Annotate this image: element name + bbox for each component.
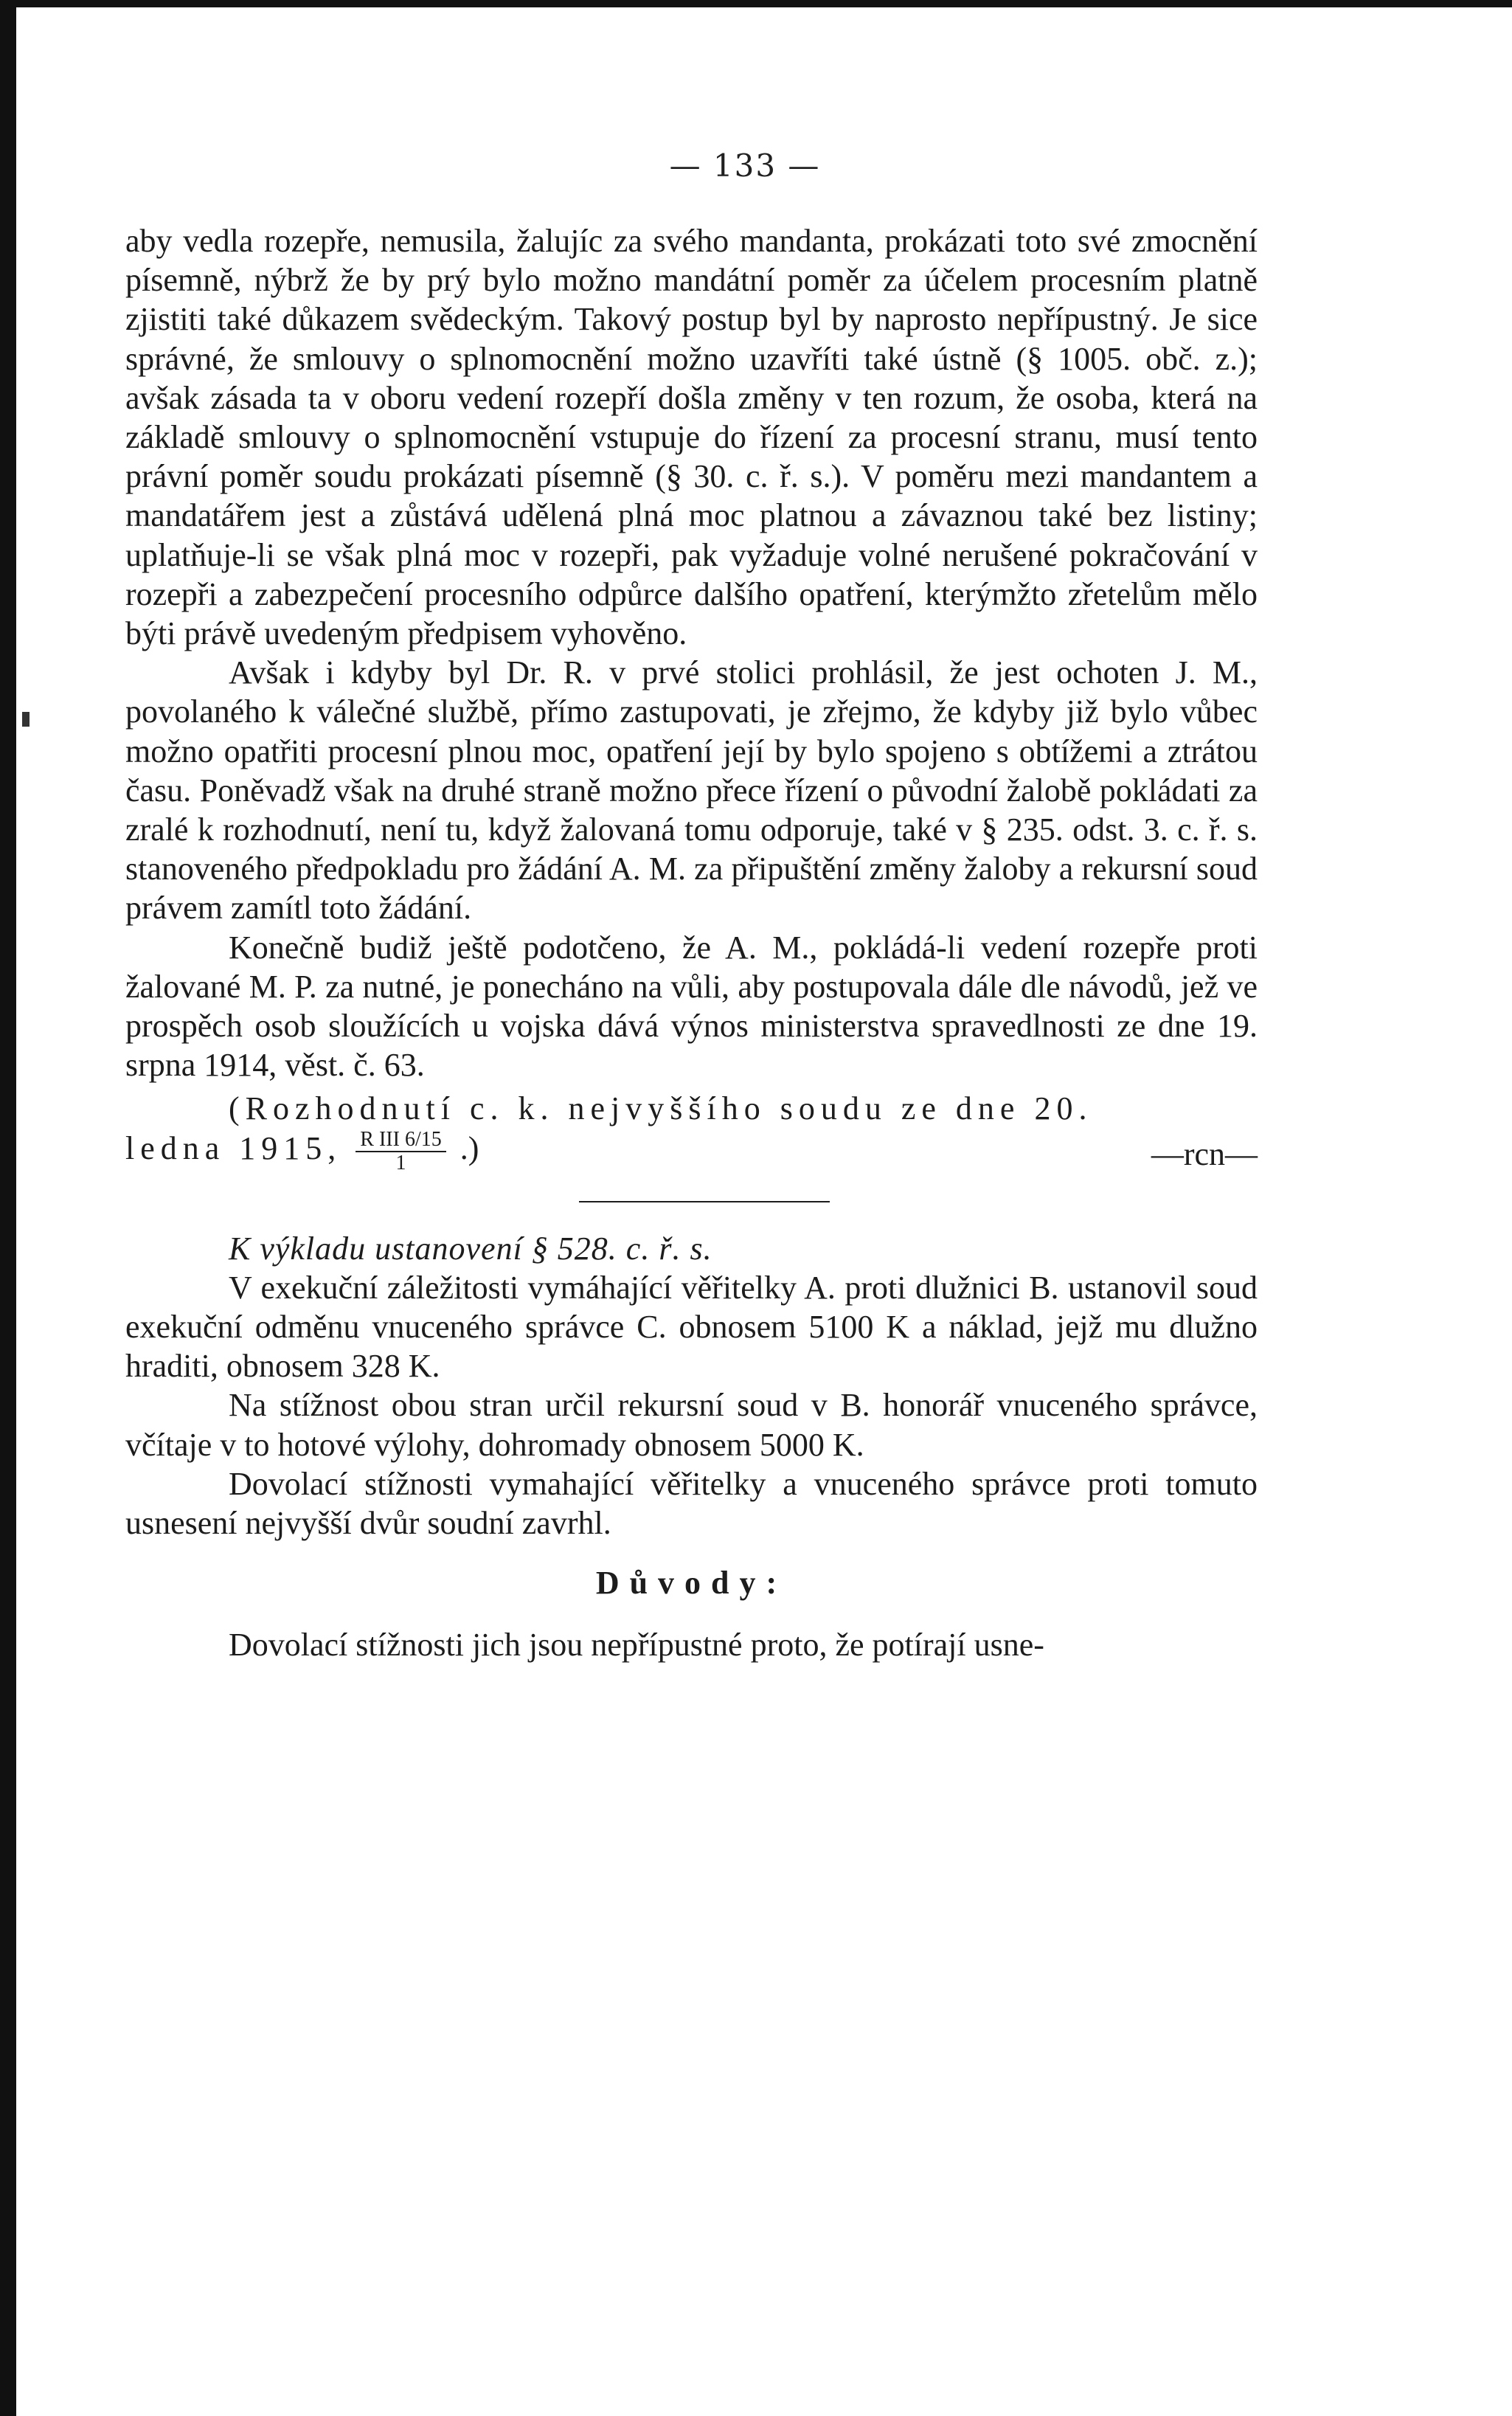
decision-date-group: [125, 1129, 479, 1174]
scan-top-border: [0, 0, 1512, 7]
paragraph: Na stížnost obou stran určil rekursní soud v B. honorář vnuceného správce, včítaje v to hotové výlohy, dohromady obnosem 5000 K.: [125, 1387, 1258, 1463]
paragraph: Dovolací stížnosti jich jsou nepřípustné proto, že potírají usne-: [229, 1626, 1044, 1663]
case-number-numerator: R III 6/15: [356, 1129, 445, 1152]
decision-reference-line2: [125, 1129, 1258, 1174]
page-number: — 133 —: [669, 148, 821, 184]
paragraph: Konečně budiž ještě podotčeno, že A. M., pokládá-li vedení rozepře proti žalované M. P. za nutné, je ponecháno na vůli, aby postupovala dále dle návodů, jež ve prospěch osob sloužících u vojska dává výnos ministerstva spravedlnosti ze dne 19. srpna 1914, věst. č. 63.: [125, 929, 1258, 1084]
decision-reference-line1: (Rozhodnutí c. k. nejvyššího soudu ze dne 20.: [229, 1090, 1093, 1127]
section-divider: [579, 1201, 830, 1202]
case-number-fraction: [356, 1129, 445, 1174]
decision-date: ledna 1915,: [125, 1129, 342, 1166]
decision-closing: .): [460, 1129, 479, 1166]
section-title: K výkladu ustanovení § 528. c. ř. s.: [229, 1230, 712, 1267]
paragraph-continuation: aby vedla rozepře, nemusila, žalujíc za svého mandanta, prokázati toto své zmocnění písemně, nýbrž že by prý bylo možno mandátní poměr za účelem procesním platně zjistiti také důkazem svědeckým. Takový postup byl by naprosto nepřípustný. Je sice správné, že smlouvy o splnomocnění možno uzavříti také ústně (§ 1005. obč. z.); avšak zásada ta v oboru vedení rozepří došla změny v ten rozum, že osoba, která na základě smlouvy o splnomocnění vstupuje do řízení za procesní stranu, musí tento právní poměr soudu prokázati písemně (§ 30. c. ř. s.). V poměru mezi mandantem a mandatářem jest a zůstává udělená plná moc platnou a závaznou také bez listiny; uplatňuje-li se však plná moc v rozepři, pak vyžaduje volné nerušené pokračování v rozepři a zabezpečení procesního odpůrce dalšího opatření, kterýmžto zřetelům mělo býti právě uvedeným předpisem vyhověno.: [125, 223, 1258, 652]
reasons-heading: Důvody:: [595, 1565, 788, 1602]
author-signature: —rcn—: [1151, 1136, 1258, 1173]
paragraph: Avšak i kdyby byl Dr. R. v prvé stolici prohlásil, že jest ochoten J. M., povolaného k válečné službě, přímo zastupovati, je zřejmo, že kdyby již bylo vůbec možno opatřiti procesní plnou moc, opatření její by bylo spojeno s obtížemi a ztrátou času. Poněvadž však na druhé straně možno přece řízení o původní žalobě pokládati za zralé k rozhodnutí, není tu, když žalovaná tomu odporuje, také v § 235. odst. 3. c. ř. s. stanoveného předpokladu pro žádání A. M. za připuštění změny žaloby a rekursní soud právem zamítl toto žádání.: [125, 654, 1258, 927]
body-text: [125, 221, 1258, 1664]
case-number-denominator: 1: [395, 1151, 406, 1174]
paragraph: Dovolací stížnosti vymahající věřitelky a vnuceného správce proti tomuto usnesení nejvyšší dvůr soudní zavrhl.: [125, 1465, 1258, 1542]
decision-reference: [125, 1089, 1258, 1174]
scan-mark: [22, 712, 30, 727]
scan-left-border: [0, 0, 16, 2416]
paragraph: V exekuční záležitosti vymáhající věřitelky A. proti dlužnici B. ustanovil soud exekuční odměnu vnuceného správce C. obnosem 5100 K a náklad, jejž mu dlužno hraditi, obnosem 328 K.: [125, 1269, 1258, 1385]
